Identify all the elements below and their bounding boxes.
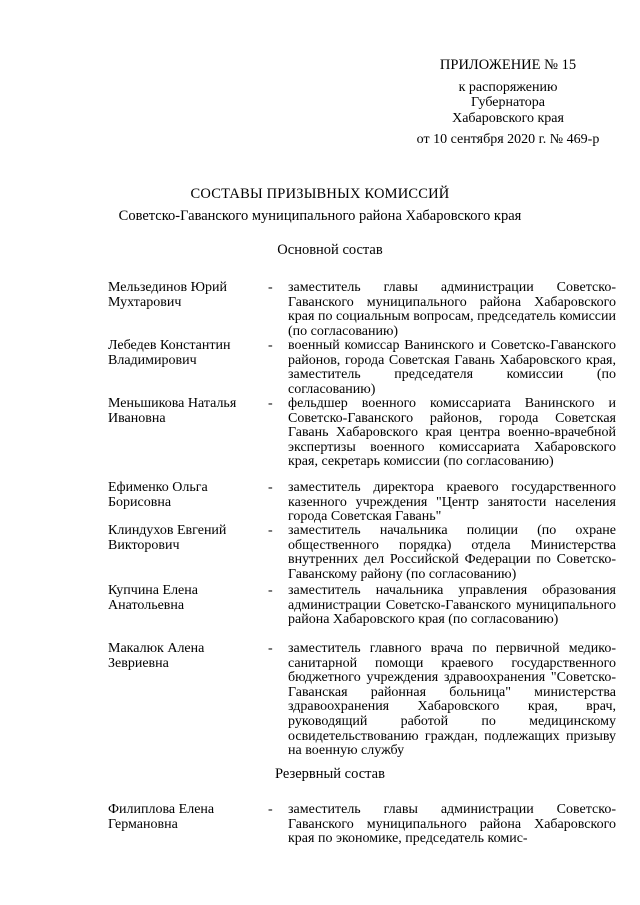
member-dash: - <box>268 396 273 411</box>
member-name: Лебедев Константин Владимирович <box>108 338 231 368</box>
document-title: СОСТАВЫ ПРИЗЫВНЫХ КОМИССИЙ <box>190 186 450 202</box>
member-dash: - <box>268 480 273 495</box>
member-role: военный комиссар Ванинского и Советско-Гаванского районов, города Советская Гавань Хабаровского края, заместитель председателя комиссии (по согласованию) <box>288 338 616 397</box>
member-name: Клиндухов Евгений Викторович <box>108 523 227 553</box>
member-name: Ефименко Ольга Борисовна <box>108 480 208 510</box>
appendix-block <box>392 58 624 148</box>
member-dash: - <box>268 523 273 538</box>
member-name: Филиплова Елена Германовна <box>108 802 215 832</box>
member-dash: - <box>268 280 273 295</box>
member-dash: - <box>268 802 273 817</box>
member-name: Купчина Елена Анатольевна <box>108 583 198 613</box>
member-role: заместитель главного врача по первичной медико-санитарной помощи краевого государственного бюджетного учреждения здравоохранения "Советско-Гаванская районная больница" министерства здравоохранения Хабаровского края, врач, руководящий работой по медицинскому освидетельствованию граждан, подлежащих призыву на военную службу <box>288 641 616 759</box>
appendix-date: от 10 сентября 2020 г. № 469-р <box>416 132 600 147</box>
member-dash: - <box>268 338 273 353</box>
member-role: заместитель начальника управления образования администрации Советско-Гаванского муниципального района Хабаровского края (по согласованию) <box>288 583 616 628</box>
member-dash: - <box>268 641 273 656</box>
member-role: заместитель главы администрации Советско-Гаванского муниципального района Хабаровского края по социальным вопросам, председатель комиссии (по согласованию) <box>288 280 616 339</box>
main-section-heading: Основной состав <box>277 242 383 258</box>
member-role: заместитель начальника полиции (по охране общественного порядка) отдела Министерства внутренних дел Российской Федерации по Советско-Гаванскому району (по согласованию) <box>288 523 616 582</box>
reserve-section-heading: Резервный состав <box>275 766 385 782</box>
appendix-line-2: Губернатора <box>470 95 546 110</box>
member-name: Меньшикова Наталья Ивановна <box>108 396 237 426</box>
member-role: заместитель директора краевого государственного казенного учреждения "Центр занятости населения города Советская Гавань" <box>288 480 616 525</box>
appendix-line-3: Хабаровского края <box>452 110 564 126</box>
member-role: фельдшер военного комиссариата Ванинского и Советско-Гаванского районов, города Советская Гавань Хабаровского края центра военно-врачебной экспертизы военного комиссариата Хабаровского края, секретарь комиссии (по согласованию) <box>288 396 616 470</box>
appendix-line-1: к распоряжению <box>458 79 558 95</box>
appendix-title: ПРИЛОЖЕНИЕ № 15 <box>439 57 577 73</box>
member-name: Макалюк Алена Зевриевна <box>108 641 205 671</box>
document-subtitle: Советско-Гаванского муниципального района Хабаровского края <box>118 208 522 224</box>
member-role: заместитель главы администрации Советско-Гаванского муниципального района Хабаровского края по экономике, председатель комис- <box>288 802 616 847</box>
member-dash: - <box>268 583 273 598</box>
member-name: Мельзединов Юрий Мухтарович <box>108 280 227 310</box>
